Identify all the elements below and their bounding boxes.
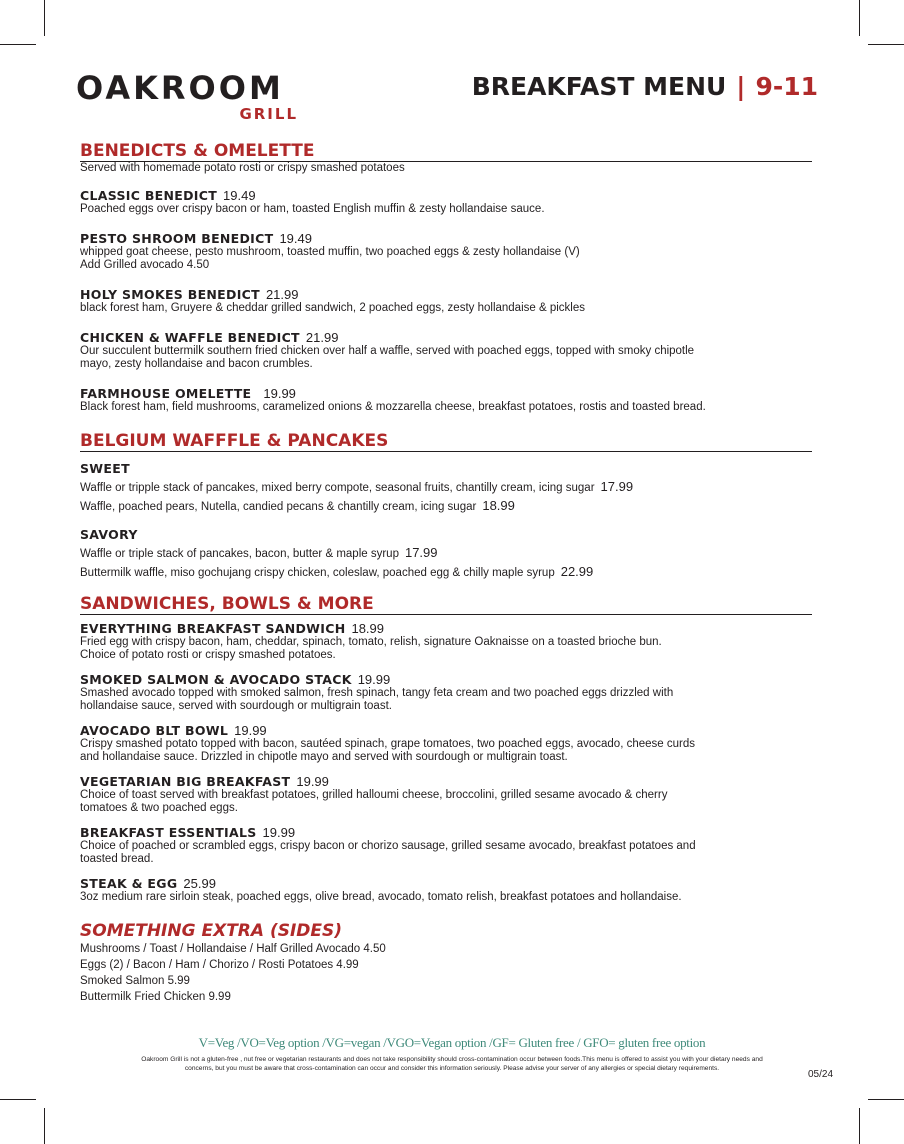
menu-item — [80, 723, 812, 764]
menu-item — [80, 774, 812, 815]
item-description: Smashed avocado topped with smoked salmon, fresh spinach, tangy feta cream and two poached eggs drizzled with — [80, 687, 674, 699]
item-description: whipped goat cheese, pesto mushroom, toasted muffin, two poached eggs & zesty hollandaise (V) — [80, 246, 580, 258]
item-name: STEAK & EGG — [80, 876, 178, 891]
item-price: 19.99 — [234, 723, 267, 738]
item-price: 19.99 — [262, 825, 296, 840]
item-description: black forest ham, Gruyere & cheddar grilled sandwich, 2 poached eggs, zesty hollandaise & pickles — [80, 302, 585, 314]
crop-mark — [859, 0, 860, 36]
item-name: BREAKFAST ESSENTIALS — [80, 825, 257, 840]
item-price: 19.49 — [223, 188, 256, 203]
item-description: Choice of poached or scrambled eggs, crispy bacon or chorizo sausage, grilled sesame avocado, breakfast potatoes and — [80, 840, 696, 852]
dietary-legend: V=Veg /VO=Veg option /VG=vegan /VGO=Vegan option /GF= Gluten free / GFO= gluten free option — [198, 1035, 706, 1050]
item-name: SMOKED SALMON & AVOCADO STACK — [80, 672, 352, 687]
item-name: PESTO SHROOM BENEDICT — [80, 231, 274, 246]
disclaimer-line: Oakroom Grill is not a gluten-free , nut free or vegetarian restaurants and does not take responsibility should cross-contamination occur between foods.This menu is offered to assist you with your dietary needs and — [141, 1056, 763, 1063]
item-description: Black forest ham, field mushrooms, caramelized onions & mozzarella cheese, breakfast potatoes, rostis and toasted bread. — [80, 401, 706, 413]
section-waffles — [80, 431, 812, 581]
sides-line: Smoked Salmon 5.99 — [80, 975, 190, 987]
menu-item — [80, 330, 812, 371]
item-name: FARMHOUSE OMELETTE — [80, 386, 252, 401]
section-title: BELGIUM WAFFFLE & PANCAKES — [80, 431, 812, 452]
crop-mark — [868, 44, 904, 45]
menu-title-separator: | — [736, 72, 746, 101]
menu-title — [472, 72, 818, 101]
item-description: Choice of toast served with breakfast potatoes, grilled halloumi cheese, broccolini, grilled sesame avocado & cherry — [80, 789, 668, 801]
sides-line: Buttermilk Fried Chicken 9.99 — [80, 991, 231, 1003]
item-name: EVERYTHING BREAKFAST SANDWICH — [80, 621, 346, 636]
line-text: Waffle, poached pears, Nutella, candied pecans & chantilly cream, icing sugar — [80, 501, 477, 513]
section-title: SANDWICHES, BOWLS & MORE — [80, 594, 812, 615]
item-name: VEGETARIAN BIG BREAKFAST — [80, 774, 291, 789]
menu-line — [80, 564, 812, 581]
item-description: and hollandaise sauce. Drizzled in chipotle mayo and served with sourdough or multigrain toast. — [80, 751, 568, 763]
section-sides — [80, 921, 812, 1005]
menu-item — [80, 876, 812, 904]
line-price: 17.99 — [404, 545, 438, 560]
item-description: tomatoes & two poached eggs. — [80, 802, 238, 814]
sides-line: Mushrooms / Toast / Hollandaise / Half Grilled Avocado 4.50 — [80, 943, 386, 955]
subsection-sweet: SWEET — [80, 461, 130, 476]
crop-mark — [44, 1108, 45, 1144]
item-name: HOLY SMOKES BENEDICT — [80, 287, 260, 302]
menu-content — [80, 141, 812, 1005]
item-price: 21.99 — [265, 287, 299, 302]
item-description: hollandaise sauce, served with sourdough or multigrain toast. — [80, 700, 392, 712]
menu-item — [80, 621, 812, 662]
section-sandwiches — [80, 594, 812, 904]
crop-mark — [44, 0, 45, 36]
item-price: 19.49 — [279, 231, 312, 246]
item-name: CHICKEN & WAFFLE BENEDICT — [80, 330, 300, 345]
item-addon: Add Grilled avocado 4.50 — [80, 259, 210, 271]
item-name: CLASSIC BENEDICT — [80, 188, 218, 203]
item-description: Crispy smashed potato topped with bacon, sautéed spinach, grape tomatoes, two poached eggs, avocado, cheese curds — [80, 738, 695, 750]
menu-item — [80, 188, 812, 216]
brand-name: OAKROOM — [76, 69, 284, 107]
item-price: 25.99 — [183, 876, 216, 891]
line-text: Waffle or tripple stack of pancakes, mixed berry compote, seasonal fruits, chantilly cream, icing sugar — [80, 482, 595, 494]
item-price: 19.99 — [357, 672, 391, 687]
menu-hours: 9-11 — [755, 72, 818, 101]
item-price: 21.99 — [305, 330, 339, 345]
item-price: 18.99 — [351, 621, 385, 636]
crop-mark — [868, 1099, 904, 1100]
crop-mark — [0, 44, 36, 45]
item-description: Poached eggs over crispy bacon or ham, toasted English muffin & zesty hollandaise sauce. — [80, 203, 545, 215]
item-price: 19.99 — [263, 386, 296, 401]
line-price: 22.99 — [560, 564, 594, 579]
menu-item — [80, 287, 812, 315]
item-description: Our succulent buttermilk southern fried chicken over half a waffle, served with poached eggs, topped with smoky chipotle — [80, 345, 695, 357]
item-description: Fried egg with crispy bacon, ham, cheddar, spinach, tomato, relish, signature Oaknaisse on a toasted brioche bun. — [80, 636, 662, 648]
crop-mark — [859, 1108, 860, 1144]
brand-sub: GRILL — [239, 105, 298, 123]
item-description: mayo, zesty hollandaise and bacon crumbles. — [80, 358, 313, 370]
line-text: Buttermilk waffle, miso gochujang crispy chicken, coleslaw, poached egg & chilly maple syrup — [80, 567, 555, 579]
section-benedicts — [80, 141, 812, 414]
item-price: 19.99 — [296, 774, 329, 789]
menu-date: 05/24 — [808, 1069, 834, 1080]
brand-logo — [76, 70, 298, 122]
item-name: AVOCADO BLT BOWL — [80, 723, 229, 738]
menu-line — [80, 545, 812, 562]
menu-line — [80, 479, 812, 496]
item-description: toasted bread. — [80, 853, 154, 865]
line-text: Waffle or triple stack of pancakes, bacon, butter & maple syrup — [80, 548, 399, 560]
item-description: 3oz medium rare sirloin steak, poached eggs, olive bread, avocado, tomato relish, breakfast potatoes and hollandaise. — [80, 891, 682, 903]
subsection-savory: SAVORY — [80, 527, 138, 542]
section-title: SOMETHING EXTRA (SIDES) — [80, 921, 343, 941]
line-price: 17.99 — [600, 479, 634, 494]
menu-item — [80, 386, 812, 414]
menu-line — [80, 498, 812, 515]
crop-mark — [0, 1099, 36, 1100]
item-description: Choice of potato rosti or crispy smashed potatoes. — [80, 649, 336, 661]
section-subtitle: Served with homemade potato rosti or crispy smashed potatoes — [80, 162, 405, 174]
disclaimer-line: concerns, but you must be aware that cross-contamination can occur and consider this information seriously. Please advise your server of any allergies or special dietary requirements. — [184, 1065, 720, 1072]
sides-line: Eggs (2) / Bacon / Ham / Chorizo / Rosti Potatoes 4.99 — [80, 959, 359, 971]
menu-item — [80, 231, 812, 272]
menu-item — [80, 672, 812, 713]
line-price: 18.99 — [482, 498, 515, 513]
section-title: BENEDICTS & OMELETTE — [80, 141, 812, 162]
menu-item — [80, 825, 812, 866]
menu-title-main: BREAKFAST MENU — [471, 72, 727, 101]
allergy-disclaimer — [90, 1055, 814, 1073]
